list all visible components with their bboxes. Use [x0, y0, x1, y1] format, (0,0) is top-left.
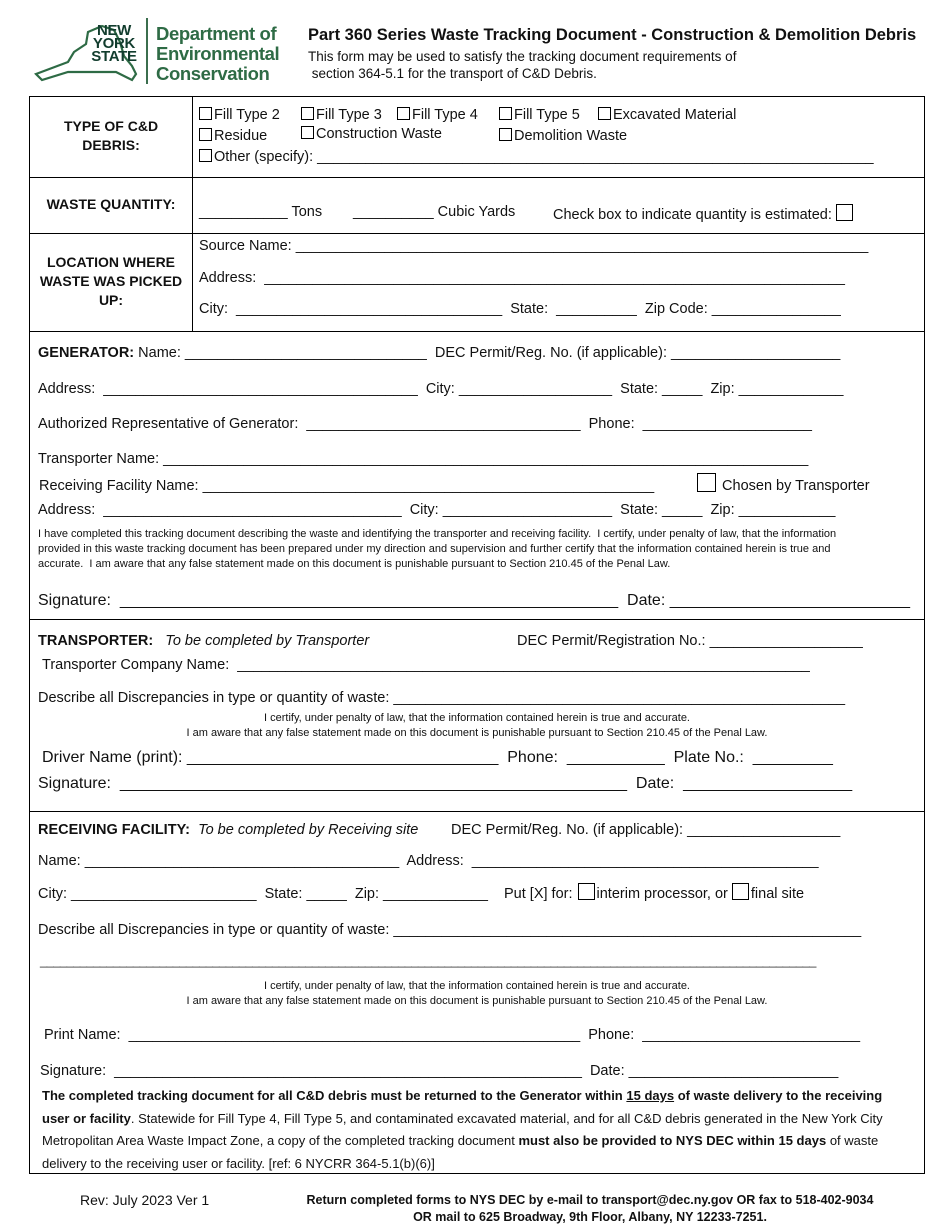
document-title: Part 360 Series Waste Tracking Document - Construction & Demolition Debris	[308, 26, 917, 44]
checkbox[interactable]	[598, 107, 611, 120]
cert-line: I am aware that any false statement made on this document is punishable pursuant to Section 210.45 of the Penal Law.	[186, 727, 768, 739]
estimated-label: Check box to indicate quantity is estimated:	[553, 207, 832, 223]
facility-address-field[interactable]: Address: _____________________________________ City: _____________________ State: _____ Zip: ____________	[38, 502, 836, 518]
instructions-days: 15 days	[626, 1088, 675, 1103]
transporter-signature-field[interactable]: Signature: _________________________________________________________ Date: ___________________	[38, 775, 853, 792]
option-label: Fill Type 4	[412, 107, 478, 123]
receiving-discrepancy-continuation[interactable]: _____________________________________________________________________________________________________________________	[40, 953, 816, 968]
option-label: Construction Waste	[316, 126, 442, 142]
return-line-1: Return completed forms to NYS DEC by e-mail to transport@dec.ny.gov OR fax to 518-402-9034	[306, 1193, 874, 1207]
regulation-reference: [ref: 6 NYCRR 364-5.1(b)(6)]	[268, 1155, 435, 1171]
debris-option-construction[interactable]	[301, 126, 442, 142]
source-name-field[interactable]: Source Name: _______________________________________________________________________	[199, 238, 869, 254]
instructions-bold: of waste delivery to the receiving user or facility	[42, 1088, 883, 1126]
checkbox[interactable]	[499, 128, 512, 141]
generator-representative-field[interactable]: Authorized Representative of Generator: __________________________________ Phone: _____________________	[38, 416, 813, 432]
logo-dept-line-1: Department of	[156, 23, 277, 44]
label-column-divider	[192, 97, 193, 332]
option-label: Fill Type 3	[316, 107, 382, 123]
interim-processor-label: interim processor, or	[596, 886, 728, 902]
final-site-label: final site	[750, 886, 805, 902]
receiving-certification	[30, 979, 924, 1009]
transporter-discrepancy-field[interactable]: Describe all Discrepancies in type or quantity of waste: ________________________________________________________	[38, 690, 846, 706]
receiving-name-address-field[interactable]: Name: _______________________________________ Address: ___________________________________________	[38, 853, 819, 869]
other-specify-field[interactable]: Other (specify): _____________________________________________________________________	[214, 149, 874, 165]
checkbox[interactable]	[199, 149, 212, 162]
waste-quantity-label: WASTE QUANTITY:	[46, 196, 176, 212]
option-label: Fill Type 2	[214, 107, 280, 123]
page-header	[28, 14, 924, 94]
cert-line: I certify, under penalty of law, that the information contained herein is true and accurate.	[264, 980, 690, 992]
logo-dept-line-3: Conservation	[156, 63, 270, 84]
section-divider	[30, 811, 924, 812]
checkbox[interactable]	[499, 107, 512, 120]
checkbox[interactable]	[301, 107, 314, 120]
cert-line: I certify, under penalty of law, that the information contained herein is true and accurate.	[264, 712, 690, 724]
transporter-name-field[interactable]: Transporter Name: ________________________________________________________________________________	[38, 451, 809, 467]
transporter-heading-row	[38, 633, 369, 649]
transporter-heading: TRANSPORTER:	[38, 633, 154, 649]
checkbox[interactable]	[301, 126, 314, 139]
row-divider	[30, 233, 924, 234]
receiving-signature-field[interactable]: Signature: __________________________________________________________ Date: __________________________	[40, 1063, 839, 1079]
chosen-by-transporter-label: Chosen by Transporter	[722, 478, 870, 494]
logo-state-text: NEW YORK STATE	[91, 22, 137, 65]
debris-option-other[interactable]	[199, 149, 874, 165]
row-divider	[30, 177, 924, 178]
transporter-company-field[interactable]: Transporter Company Name: _______________________________________________________________________	[42, 657, 810, 673]
pickup-location-label: LOCATION WHERE WASTE WAS PICKED UP:	[39, 254, 183, 308]
option-label: Demolition Waste	[514, 128, 628, 144]
nys-dec-logo	[28, 14, 293, 92]
debris-option-fill-type-3[interactable]	[301, 107, 382, 123]
row-divider	[30, 331, 924, 332]
instructions-bold: must also be provided to NYS DEC within 15 days	[518, 1133, 827, 1148]
option-label: Residue	[214, 128, 268, 144]
document-subtitle	[308, 48, 736, 82]
transporter-permit-field[interactable]: DEC Permit/Registration No.: ___________________	[517, 633, 863, 649]
receiving-heading-row	[38, 822, 418, 838]
checkbox[interactable]	[199, 128, 212, 141]
cert-line: accurate. I am aware that any false statement made on this document is punishable pursuant to Section 210.45 of the Penal Law.	[38, 558, 671, 570]
receiving-print-name-field[interactable]: Print Name: ________________________________________________________ Phone: ___________________________	[44, 1027, 861, 1043]
receiving-facility-name-field[interactable]: Receiving Facility Name: ________________________________________________________	[39, 478, 655, 494]
debris-option-residue[interactable]	[199, 128, 267, 144]
receiving-discrepancy-field[interactable]: Describe all Discrepancies in type or quantity of waste: __________________________________________________________	[38, 922, 862, 938]
cert-line: I am aware that any false statement made on this document is punishable pursuant to Section 210.45 of the Penal Law.	[186, 995, 768, 1007]
option-label: Excavated Material	[613, 107, 737, 123]
instructions-text: . Statewide for Fill Type 4, Fill Type 5, and contaminated excavated material, and for all C&D debris generated in the New York City Metropolitan Area Waste Impact Zone, a copy of the completed tracking document	[42, 1110, 883, 1148]
estimated-quantity-toggle[interactable]	[553, 204, 855, 223]
checkbox[interactable]	[199, 107, 212, 120]
cert-line: I have completed this tracking document describing the waste and identifying the transporter and receiving facility. I certify, under penalty of law, that the information	[38, 528, 837, 540]
driver-name-field[interactable]: Driver Name (print): ___________________________________ Phone: ___________ Plate No.: _________	[42, 749, 833, 766]
transporter-certification	[30, 711, 924, 741]
instructions-bold: The completed tracking document for all C&D debris must be returned to the Generator within	[42, 1088, 623, 1103]
estimated-checkbox[interactable]	[836, 204, 853, 221]
generator-signature-field[interactable]: Signature: ________________________________________________________ Date: ___________________________	[38, 592, 910, 609]
generator-heading: GENERATOR:	[38, 345, 135, 361]
return-line-2: OR mail to 625 Broadway, 9th Floor, Albany, NY 12233-7251.	[413, 1210, 767, 1224]
debris-option-fill-type-5[interactable]	[499, 107, 580, 123]
subtitle-line-2: section 364-5.1 for the transport of C&D Debris.	[308, 66, 597, 81]
receiving-note: To be completed by Receiving site	[198, 822, 419, 838]
cubic-yards-field[interactable]: __________ Cubic Yards	[353, 204, 516, 220]
pickup-address-field[interactable]: Address: ________________________________________________________________________	[199, 270, 845, 286]
receiving-heading: RECEIVING FACILITY:	[38, 822, 190, 838]
cert-line: provided in this waste tracking document has been prepared under my direction and supervision and further certify that the information contained herein is true and	[38, 543, 831, 555]
chosen-by-transporter-toggle[interactable]	[697, 473, 870, 494]
section-divider	[30, 619, 924, 620]
debris-option-fill-type-2[interactable]	[199, 107, 280, 123]
tracking-form	[29, 96, 925, 1174]
option-label: Fill Type 5	[514, 107, 580, 123]
generator-certification	[38, 527, 836, 572]
pickup-city-state-zip-field[interactable]: City: _________________________________ State: __________ Zip Code: ________________	[199, 301, 841, 317]
logo-dept-line-2: Environmental	[156, 43, 280, 64]
interim-processor-checkbox[interactable]	[578, 883, 595, 900]
instructions-text: of waste delivery to the receiving user or facility.	[42, 1133, 879, 1171]
checkbox[interactable]	[397, 107, 410, 120]
receiving-city-row[interactable]	[38, 883, 804, 902]
debris-option-excavated[interactable]	[598, 107, 736, 123]
transporter-note: To be completed by Transporter	[165, 633, 370, 649]
debris-option-fill-type-4[interactable]	[397, 107, 478, 123]
return-address	[260, 1192, 920, 1226]
debris-option-demolition[interactable]	[499, 128, 627, 144]
chosen-by-transporter-checkbox[interactable]	[697, 473, 716, 492]
generator-address-field[interactable]: Address: _______________________________________ City: ___________________ State: _____ Zip: _____________	[38, 381, 844, 397]
generator-name-row[interactable]	[38, 345, 840, 361]
logo-department-text	[156, 24, 279, 84]
tons-field[interactable]: ___________ Tons	[199, 204, 323, 220]
subtitle-line-1: This form may be used to satisfy the tracking document requirements of	[308, 49, 737, 64]
revision-label: Rev: July 2023 Ver 1	[80, 1192, 210, 1208]
debris-type-label: TYPE OF C&D DEBRIS:	[63, 118, 159, 153]
generator-name-field[interactable]: Name: ______________________________ DEC Permit/Reg. No. (if applicable): _____________________	[134, 345, 841, 361]
receiving-permit-field[interactable]: DEC Permit/Reg. No. (if applicable): ___________________	[451, 822, 841, 838]
final-site-checkbox[interactable]	[732, 883, 749, 900]
return-instructions	[42, 1085, 902, 1175]
receiving-city-field[interactable]: City: _______________________ State: _____ Zip: _____________ Put [X] for:	[38, 886, 573, 902]
logo-divider	[146, 18, 148, 84]
